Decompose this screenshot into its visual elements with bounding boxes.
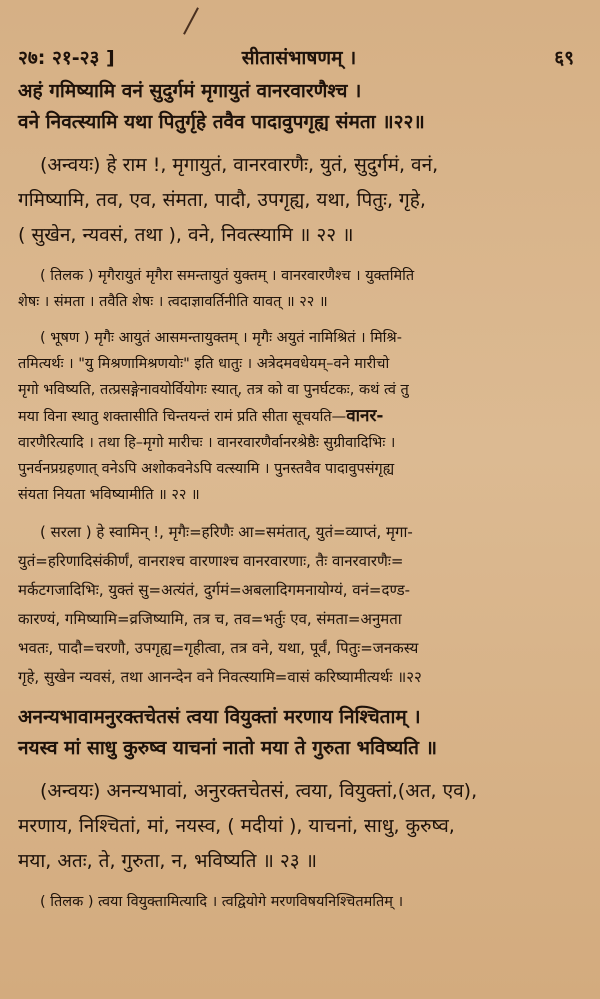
page-content xyxy=(18,76,580,915)
sarala-22 xyxy=(18,518,580,692)
sarala-line: गृहे, सुखेन न्यवसं, तथा आनन्देन वने निवत्स्यामि=वासं करिष्यामीत्यर्थः ॥२२ xyxy=(18,668,422,686)
page-number: ६९ xyxy=(554,47,574,69)
verse-line: अहं गमिष्यामि वनं सुदुर्गमं मृगायुतं वानरवारणैश्च । xyxy=(18,80,362,102)
bhushana-line: ( भूषण ) मृगैः आयुतं आसमन्तायुक्तम् । मृगैः अयुतं नामिश्रितं । मिश्रि- xyxy=(40,330,402,346)
anvaya-line: मरणाय, निश्चितां, मां, नयस्व, ( मदीयां ), याचनां, साधु, कुरुष्व, xyxy=(18,815,455,837)
verse-line: अनन्यभावामनुरक्तचेतसं त्वया वियुक्तां मरणाय निश्चिताम् । xyxy=(18,706,421,728)
sarala-line: युतं=हरिणादिसंकीर्णं, वानराश्च वारणाश्च वानरवारणाः, तैः वानरवारणैः= xyxy=(18,552,404,570)
highlighted-word: वानर- xyxy=(346,406,384,426)
anvaya-line: (अन्वयः) अनन्यभावां, अनुरक्तचेतसं, त्वया, वियुक्तां,(अत, एव), xyxy=(40,780,478,802)
tilaka-23 xyxy=(18,889,580,915)
verse-23 xyxy=(18,702,580,764)
bhushana-line: मया विना स्थातु शक्तासीति चिन्तयन्तं रामं प्रति सीता सूचयति— xyxy=(18,409,347,425)
anvaya-line: (अन्वयः) हे राम !, मृगायुतं, वानरवारणैः, युतं, सुदुर्गमं, वनं, xyxy=(40,154,439,176)
bhushana-line-with-highlight xyxy=(18,403,580,430)
bhushana-line: तमित्यर्थः । "यु मिश्रणामिश्रणयोः" इति धातुः । अत्रेदमवधेयम्–वने मारीचो xyxy=(18,356,390,372)
anvaya-line: गमिष्यामि, तव, एव, संमता, पादौ, उपगृह्य, यथा, पितुः, गृहे, xyxy=(18,189,426,211)
verse-line: नयस्व मां साधु कुरुष्व याचनां नातो मया ते गुरुता भविष्यति ॥ xyxy=(18,737,437,759)
tilaka-line: शेषः । संमता । तवैति शेषः । त्वदाज्ञावर्तिनीति यावत् ॥ २२ ॥ xyxy=(18,294,328,310)
chapter-verse-range: २७: २१-२३ ] xyxy=(18,47,115,69)
sarala-line: भवतः, पादौ=चरणौ, उपगृह्य=गृहीत्वा, तत्र वने, यथा, पूर्वं, पितुः=जनकस्य xyxy=(18,639,419,657)
sarala-line: ( सरला ) हे स्वामिन् !, मृगैः=हरिणैः आ=समंतात्, युतं=व्याप्तं, मृगा- xyxy=(40,523,413,541)
anvaya-line: ( सुखेन, न्यवसं, तथा ), वने, निवत्स्यामि ॥ २२ ॥ xyxy=(18,224,354,246)
page-header xyxy=(18,14,580,69)
tilaka-22 xyxy=(18,263,580,315)
verse-22 xyxy=(18,76,580,138)
tilaka-line: ( तिलक ) मृगैरायुतं मृगैरा समन्तायुतं युक्तम् । वानरवारणैश्च । युक्तमिति xyxy=(40,268,415,284)
anvaya-22 xyxy=(18,148,580,253)
bhushana-line: पुनर्वनप्रग्रहणात् वनेऽपि अशोकवनेऽपि वत्स्यामि । पुनस्तवैव पादावुपसंगृह्य xyxy=(18,461,395,477)
section-title: सीतासंभाषणम् । xyxy=(241,47,357,69)
bhushana-line: संयता नियता भविष्यामीति ॥ २२ ॥ xyxy=(18,487,200,503)
tilaka-line: ( तिलक ) त्वया वियुक्तामित्यादि । त्वद्वियोगे मरणविषयनिश्चितमतिम् । xyxy=(40,894,404,910)
verse-line: वने निवत्स्यामि यथा पितुर्गृहे तवैव पादावुपगृह्य संमता ॥२२॥ xyxy=(18,111,425,133)
sarala-line: मर्कटगजादिभिः, युक्तं सु=अत्यंतं, दुर्गमं=अबलादिगमनायोग्यं, वनं=दण्ड- xyxy=(18,581,411,599)
anvaya-line: मया, अतः, ते, गुरुता, न, भविष्यति ॥ २३ ॥ xyxy=(18,850,318,872)
bhushana-22 xyxy=(18,325,580,508)
sarala-line: कारण्यं, गमिष्यामि=व्रजिष्यामि, तत्र च, तव=भर्तुः एव, संमता=अनुमता xyxy=(18,610,402,628)
bhushana-line: वारणैरित्यादि । तथा हि–मृगो मारीचः । वानरवारणैर्वानरश्रेष्ठैः सुग्रीवादिभिः । xyxy=(18,435,396,451)
anvaya-23 xyxy=(18,774,580,879)
bhushana-line: मृगो भविष्यति, तत्प्रसङ्गेनावयोर्वियोगः स्यात्, तत्र को वा पुनर्घटकः, कथं त्वं तु xyxy=(18,382,409,398)
